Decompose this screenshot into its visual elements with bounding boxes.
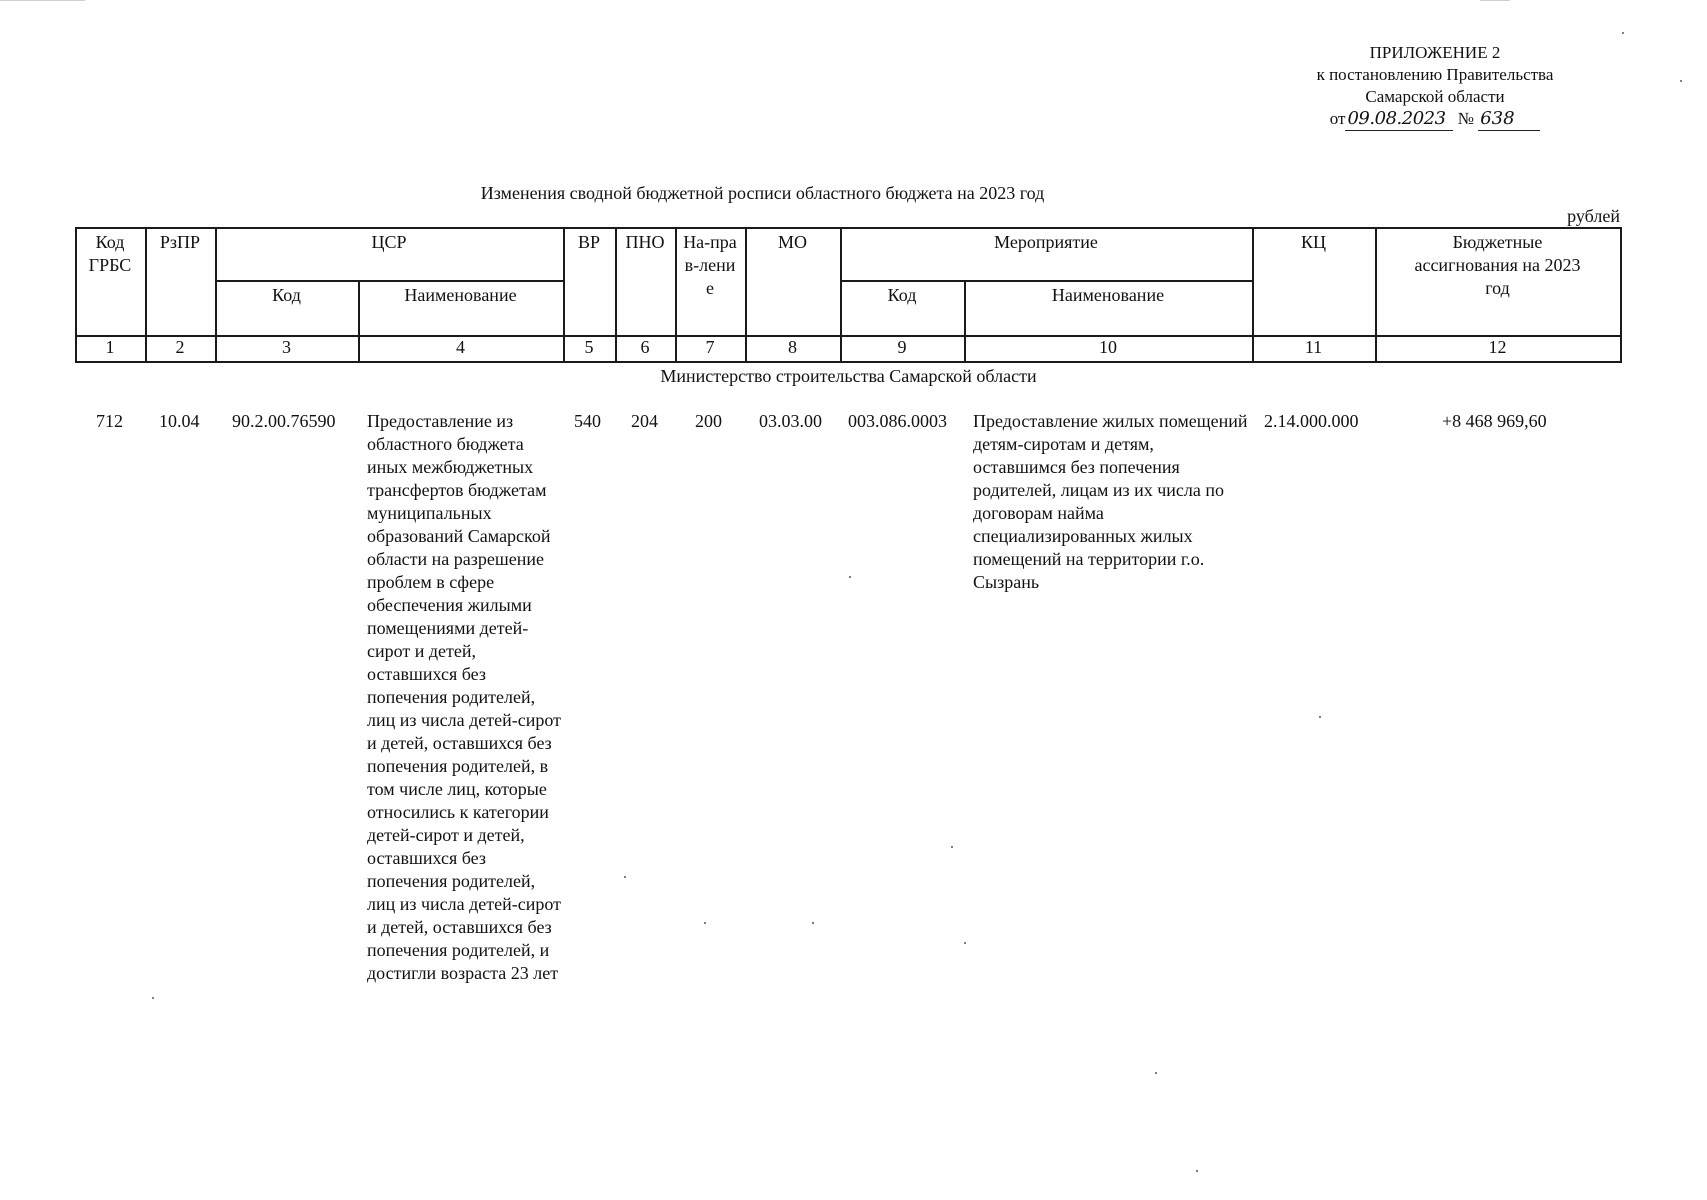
scan-speck xyxy=(1622,32,1624,34)
column-number: 6 xyxy=(640,337,650,357)
column-number: 4 xyxy=(456,337,465,357)
cell-csr-code: 90.2.00.76590 xyxy=(232,411,336,431)
scan-speck xyxy=(1680,80,1682,82)
cell-direction: 200 xyxy=(695,411,722,431)
column-number: 7 xyxy=(705,337,715,357)
cell-vr: 540 xyxy=(574,411,601,431)
cell-csr-name: Предоставление из областного бюджета иных межбюджетных трансфертов бюджетам муниципальных образований Самарской области на разрешение проблем в сфере обеспечения жилыми помещениями детей-сирот и детей, оставшихся без попечения родителей, лиц из числа детей-сирот и детей, оставшихся без попечения родителей, в том числе лиц, которые относились к категории детей-сирот и детей, оставшихся без попечения родителей, лиц из числа детей-сирот и детей, оставшихся без попечения родителей, и достигли возраста 23 лет xyxy=(367,411,562,983)
scan-speck xyxy=(1196,1170,1198,1172)
column-number: 8 xyxy=(788,337,797,357)
number-label: № xyxy=(1457,109,1474,128)
header-rzpr: РзПР xyxy=(159,232,201,252)
header-vr: ВР xyxy=(577,232,601,252)
scan-speck xyxy=(812,922,814,924)
document-title-text: Изменения сводной бюджетной росписи областного бюджета на 2023 год xyxy=(480,183,1045,203)
header-kc: КЦ xyxy=(1300,232,1326,252)
header-allocations: Бюджетные ассигнования на 2023 год xyxy=(1414,232,1581,298)
unit-label: рублей xyxy=(1567,206,1620,226)
cell-grbs: 712 xyxy=(96,411,123,431)
column-number: 12 xyxy=(1488,337,1507,357)
header-csr: ЦСР xyxy=(371,232,407,252)
header-csr-name: Наименование xyxy=(404,285,517,305)
column-number: 11 xyxy=(1304,337,1323,357)
column-number: 9 xyxy=(897,337,907,357)
header-pno: ПНО xyxy=(625,232,665,252)
cell-rzpr: 10.04 xyxy=(159,411,200,431)
table-line xyxy=(215,280,563,282)
appendix-line-1: к постановлению Правительства xyxy=(1316,65,1554,84)
cell-event-name: Предоставление жилых помещений детям-сиротам и детям, оставшимся без попечения родителей, лицам из их числа по договорам найма специализированных жилых помещений на территории г.о. Сызрань xyxy=(973,411,1248,592)
table-line xyxy=(840,280,1252,282)
cell-pno: 204 xyxy=(631,411,658,431)
header-direction: На-прав-ление xyxy=(683,232,737,298)
table-line xyxy=(1620,227,1622,362)
cell-event-code: 003.086.0003 xyxy=(848,411,947,431)
scan-speck xyxy=(964,942,966,944)
header-mo: МО xyxy=(777,232,807,252)
from-label: от xyxy=(1329,109,1346,128)
scan-speck xyxy=(1319,716,1321,718)
header-grbs: Код ГРБС xyxy=(88,232,132,275)
column-number: 2 xyxy=(175,337,185,357)
handwritten-number: 638 xyxy=(1478,108,1540,131)
scan-speck xyxy=(1155,1072,1157,1074)
column-number: 5 xyxy=(584,337,594,357)
cell-amount: +8 468 969,60 xyxy=(1442,411,1547,431)
table-line xyxy=(75,361,1622,363)
header-event-name: Наименование xyxy=(1051,285,1165,305)
scan-speck xyxy=(152,997,154,999)
handwritten-date: 09.08.2023 xyxy=(1345,108,1453,131)
header-event: Мероприятие xyxy=(994,232,1098,252)
appendix-line-2: Самарской области xyxy=(1365,87,1505,106)
table-line xyxy=(75,227,1622,229)
cell-kc: 2.14.000.000 xyxy=(1264,411,1359,431)
section-heading: Министерство строительства Самарской области xyxy=(660,366,1037,386)
scan-speck xyxy=(704,922,706,924)
column-number: 3 xyxy=(282,337,291,357)
appendix-title: ПРИЛОЖЕНИЕ 2 xyxy=(1369,43,1501,62)
column-number: 1 xyxy=(105,337,115,357)
cell-mo: 03.03.00 xyxy=(759,411,822,431)
scan-speck xyxy=(849,576,851,578)
scan-speck xyxy=(951,846,953,848)
header-event-code: Код xyxy=(887,285,917,305)
scan-speck xyxy=(624,876,626,878)
header-csr-code: Код xyxy=(272,285,301,305)
column-number: 10 xyxy=(1099,337,1117,357)
